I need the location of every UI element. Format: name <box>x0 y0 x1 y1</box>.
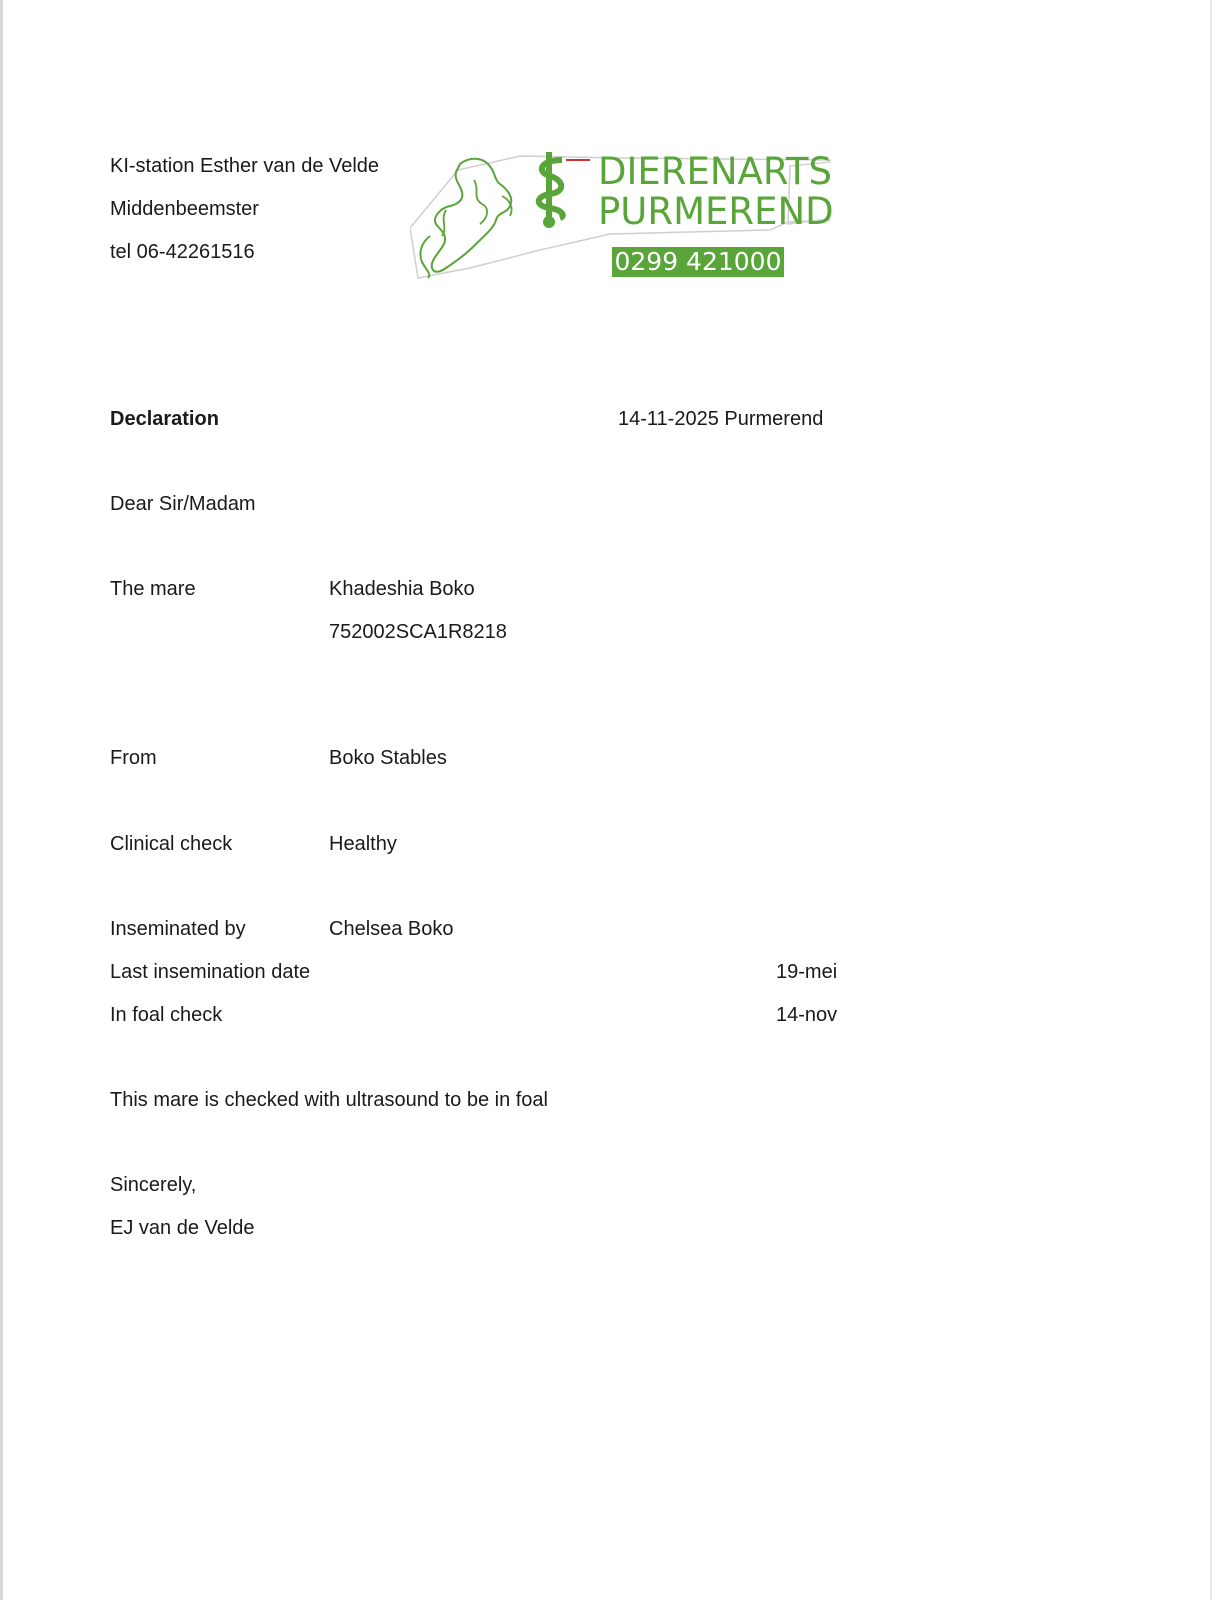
foal-check-label: In foal check <box>110 1004 223 1026</box>
last-insemination-value: 19-mei <box>776 961 838 983</box>
page-edge <box>0 0 3 1600</box>
sender-line-2: Middenbeemster <box>110 198 259 220</box>
page-edge <box>1210 0 1212 1600</box>
sign-off: Sincerely, <box>110 1174 197 1196</box>
mare-name: Khadeshia Boko <box>329 578 475 600</box>
from-label: From <box>110 747 157 769</box>
logo-phone: 0299 421000 <box>612 247 784 277</box>
mare-label: The mare <box>110 578 196 600</box>
clinical-check-label: Clinical check <box>110 833 233 855</box>
mare-id: 752002SCA1R8218 <box>329 621 507 643</box>
date-place: 14-11-2025 Purmerend <box>618 408 824 430</box>
salutation: Dear Sir/Madam <box>110 493 256 515</box>
foal-check-value: 14-nov <box>776 1004 838 1026</box>
logo-word-dierenarts: DIERENARTS <box>598 150 832 193</box>
clinic-logo <box>410 150 840 290</box>
clinical-check-value: Healthy <box>329 833 397 855</box>
from-value: Boko Stables <box>329 747 447 769</box>
sender-line-3: tel 06-42261516 <box>110 241 255 263</box>
inseminated-by-label: Inseminated by <box>110 918 246 940</box>
signature: EJ van de Velde <box>110 1217 255 1239</box>
sender-line-1: KI-station Esther van de Velde <box>110 155 380 177</box>
document-title: Declaration <box>110 408 219 430</box>
inseminated-by-value: Chelsea Boko <box>329 918 454 940</box>
last-insemination-label: Last insemination date <box>110 961 311 983</box>
logo-word-purmerend: PURMEREND <box>598 190 834 233</box>
statement: This mare is checked with ultrasound to be in foal <box>110 1089 548 1111</box>
